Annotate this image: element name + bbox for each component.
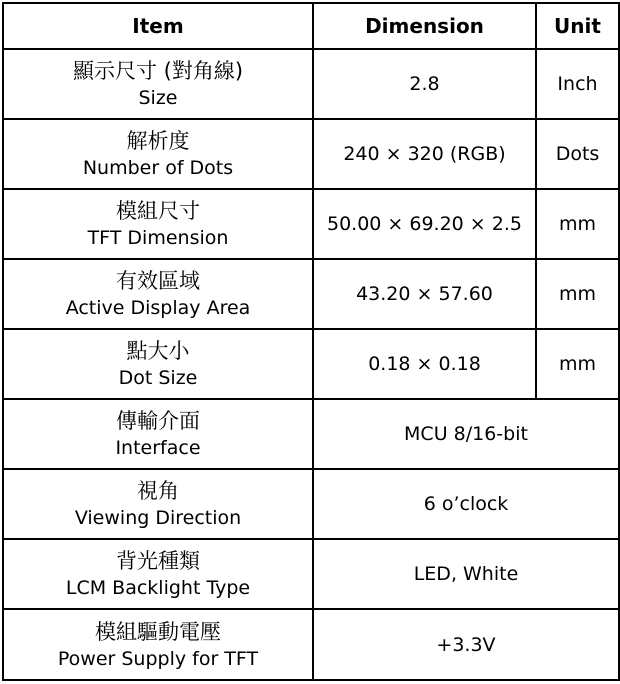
item-cell bbox=[3, 469, 313, 539]
unit-cell: mm bbox=[536, 189, 619, 259]
item-cell bbox=[3, 189, 313, 259]
item-label-zh: 點大小 bbox=[126, 339, 190, 363]
item-cell bbox=[3, 119, 313, 189]
unit-cell: Inch bbox=[536, 49, 619, 119]
unit-cell: Dots bbox=[536, 119, 619, 189]
item-label-en: Interface bbox=[115, 437, 201, 459]
item-cell bbox=[3, 329, 313, 399]
item-label-zh: 傳輸介面 bbox=[116, 409, 200, 433]
table-row bbox=[3, 539, 619, 609]
item-cell bbox=[3, 259, 313, 329]
table-row bbox=[3, 399, 619, 469]
item-cell bbox=[3, 539, 313, 609]
item-label-en: Viewing Direction bbox=[74, 507, 242, 529]
table-row bbox=[3, 119, 619, 189]
item-label-en: Active Display Area bbox=[65, 297, 251, 319]
dimension-cell: +3.3V bbox=[313, 609, 619, 680]
dimension-cell: 2.8 bbox=[313, 49, 536, 119]
header-dimension: Dimension bbox=[313, 3, 536, 49]
dimension-cell: 0.18 × 0.18 bbox=[313, 329, 536, 399]
table-row bbox=[3, 259, 619, 329]
table-row bbox=[3, 49, 619, 119]
dimension-cell: LED, White bbox=[313, 539, 619, 609]
table-row bbox=[3, 189, 619, 259]
header-unit: Unit bbox=[536, 3, 619, 49]
table-row bbox=[3, 469, 619, 539]
item-label-zh: 模組驅動電壓 bbox=[95, 619, 221, 644]
header-row bbox=[3, 3, 619, 49]
item-cell bbox=[3, 399, 313, 469]
unit-cell: mm bbox=[536, 259, 619, 329]
item-label-zh: 視角 bbox=[137, 479, 179, 503]
dimension-cell: 43.20 × 57.60 bbox=[313, 259, 536, 329]
item-label-zh: 背光種類 bbox=[116, 549, 200, 573]
item-label-en: Number of Dots bbox=[82, 157, 234, 179]
header-item: Item bbox=[3, 3, 313, 49]
dimension-cell: 6 o’clock bbox=[313, 469, 619, 539]
item-label-en: Size bbox=[138, 87, 178, 109]
unit-cell: mm bbox=[536, 329, 619, 399]
item-cell bbox=[3, 49, 313, 119]
spec-table bbox=[2, 2, 620, 681]
item-label-zh: 有效區域 bbox=[116, 269, 200, 293]
table-row bbox=[3, 329, 619, 399]
item-label-zh: 模組尺寸 bbox=[116, 199, 200, 223]
item-cell bbox=[3, 609, 313, 680]
dimension-cell: 50.00 × 69.20 × 2.5 bbox=[313, 189, 536, 259]
item-label-en: TFT Dimension bbox=[87, 227, 229, 249]
dimension-cell: 240 × 320 (RGB) bbox=[313, 119, 536, 189]
item-label-en: LCM Backlight Type bbox=[65, 577, 251, 599]
table-row bbox=[3, 609, 619, 680]
item-label-zh: 解析度 bbox=[126, 129, 190, 153]
item-label-en: Dot Size bbox=[118, 367, 198, 389]
item-label-en: Power Supply for TFT bbox=[57, 647, 259, 670]
dimension-cell: MCU 8/16-bit bbox=[313, 399, 619, 469]
item-label-zh: 顯示尺寸 (對角線) bbox=[72, 59, 244, 83]
